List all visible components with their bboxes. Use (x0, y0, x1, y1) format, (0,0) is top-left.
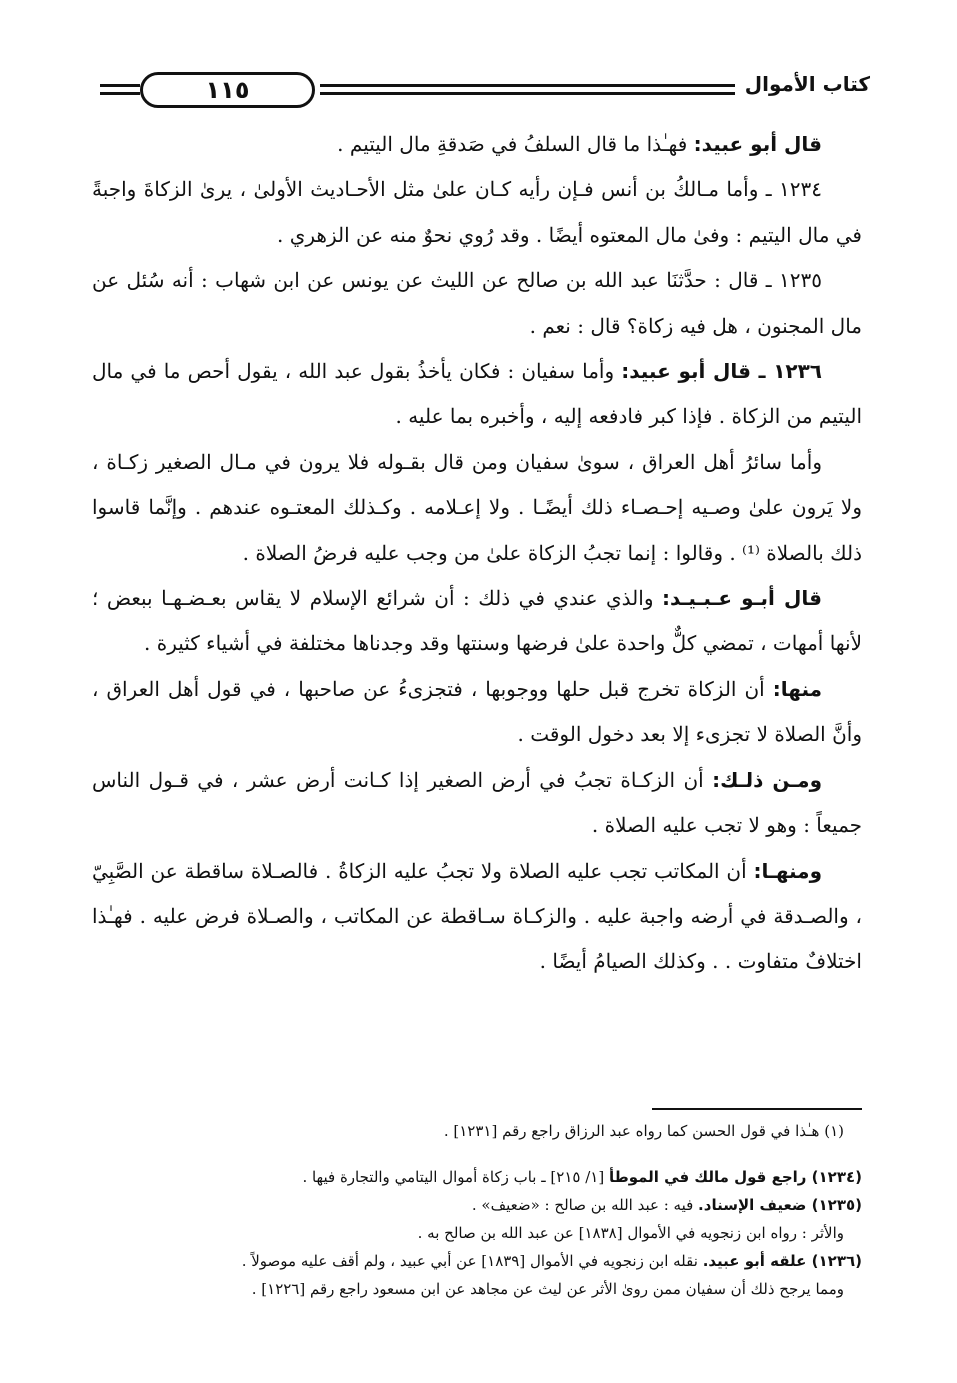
paragraph-lead: ومنهـا: (753, 858, 822, 883)
paragraph (92, 576, 862, 667)
paragraph-text: أن الزكاة تخرج قبل حلها ووجوبها ، فتجزىءُ عن صاحبها ، في قول أهل العراق ، وأنَّ الصلاة لا تجزىء إلا بعد دخول الوقت . (92, 676, 862, 747)
paragraph-text: فهـٰذا ما قال السلفُ في صَدقةِ مال اليتيم . (337, 132, 694, 156)
paragraph-text: وأما سفيان : فكان يأخذُ بقول عبد الله ، يقول أحص ما في مال اليتيم من الزكاة . فإذا كبر فادفعه إليه ، وأخبره بما عليه . (92, 359, 862, 429)
footnote (92, 1163, 862, 1191)
header-rule (100, 84, 140, 87)
paragraph-lead: ومـن ذلـك: (712, 767, 823, 792)
paragraph (92, 122, 862, 167)
book-title: كتاب الأموال (744, 72, 870, 96)
paragraph (92, 167, 862, 258)
footnote-separator (652, 1108, 862, 1110)
main-text (92, 122, 862, 985)
paragraph-text: أن المكاتب تجب عليه الصلاة ولا تجبُ عليه الزكاةُ . فالصـلاة ساقطة عن الصَّبِيّ ، والصـدقة في أرضه واجبة عليه . والزكـاة سـاقطة عن المكاتب ، والصـلاة فرض عليه . فهـٰذا اختلافٌ متفاوت . . وكذلك الصيامُ أيضًا . (92, 858, 862, 974)
paragraph (92, 258, 862, 349)
paragraph (92, 440, 862, 576)
paragraph (92, 667, 862, 758)
footnote (92, 1247, 862, 1275)
paragraph (92, 349, 862, 440)
footnote (92, 1191, 862, 1219)
paragraph (92, 849, 862, 985)
paragraph (92, 758, 862, 849)
paragraph-lead: قال أبو عبيد: (693, 132, 822, 156)
header-rule (320, 92, 735, 95)
paragraph-lead: ١٢٣٦ ـ قال أبو عبيد: (621, 359, 823, 384)
footnote-lead: (١٢٣٤) راجع قول مالك في الموطأ (608, 1168, 862, 1186)
footnote: ومما يرجح ذلك أن سفيان ممن روىٰ الأثر عن ليث عن مجاهد عن ابن مسعود راجع رقم [١٢٢٦] . (251, 1280, 844, 1298)
footnote-lead: (١٢٣٦) علقه أبو عبيد. (702, 1252, 862, 1270)
footnotes (92, 1117, 862, 1303)
footnote: (١) هـٰذا في قول الحسن كما رواه عبد الرزاق راجع رقم [١٢٣١] . (443, 1122, 844, 1140)
page-header (100, 68, 870, 118)
footnote: والأثر : رواه ابن زنجويه في الأموال [١٨٣٨] عن عبد الله بن صالح به . (417, 1224, 844, 1242)
paragraph-text: والذي عندي في ذلك : أن شرائع الإسلام لا يقاس بعـضـهـا ببعض ؛ لأنها أمهات ، تمضي كلٌّ واحدة علىٰ فرضها وسنتها وقد وجدناها مختلفة في أشياء كثيرة . (92, 586, 862, 656)
paragraph-text: ١٢٣٤ ـ وأما مـالكُ بن أنس فـإن رأيه كـان علىٰ مثل الأحـاديث الأولىٰ ، يرىٰ الزكاةَ واجبةً في مال اليتيم : وفىٰ مال المعتوه أيضًا . وقد رُوي نحوٌ منه عن الزهري . (92, 177, 862, 247)
header-rule (100, 92, 140, 95)
paragraph-text: أن الزكـاة تجبُ في أرض الصغير إذا كـانت أرض عشر ، في قـول الناس جميعاً : وهو لا تجب عليه الصلاة . (92, 767, 862, 838)
footnote-gap (92, 1145, 862, 1163)
page-number: ١١٥ (140, 72, 315, 108)
header-rule (320, 84, 735, 87)
footnote-lead: (١٢٣٥) ضعيف الإسناد. (698, 1196, 862, 1214)
paragraph-text: وأما سائرُ أهل العراق ، سوىٰ سفيان ومن قال بقـوله فلا يرون في مـال الصغير زكـاة ، ولا يَرون علىٰ وصـيه إحـصـاء ذلك أيضًـا . ولا إعـلامه . وكـذلك المعتـوه عندهم . وإنَّما قاسوا ذلك بالصلاة ⁽¹⁾ . وقالوا : إنما تجبُ الزكاة علىٰ من وجب عليه فرضُ الصلاة . (92, 449, 862, 565)
footnote-text: فيه : عبد الله بن صالح : «ضعيف» . (471, 1196, 699, 1214)
paragraph-text: ١٢٣٥ ـ قال : حدَّثنَا عبد الله بن صالح عن الليث عن يونس عن ابن شهاب : أنه سُئل عن مال المجنون ، هل فيه زكاة؟ قال : نعم . (92, 268, 862, 338)
footnote-text: [١/ ٢١٥] ـ باب زكاة أموال اليتامي والتجارة فيها . (302, 1168, 609, 1186)
paragraph-lead: منها: (772, 676, 822, 701)
footnote-text: نقله ابن زنجويه في الأموال [١٨٣٩] عن أبي عبيد ، ولم أقف عليه موصولاً . (241, 1252, 703, 1270)
paragraph-lead: قال أبـو عـبـيـد: (662, 586, 822, 611)
